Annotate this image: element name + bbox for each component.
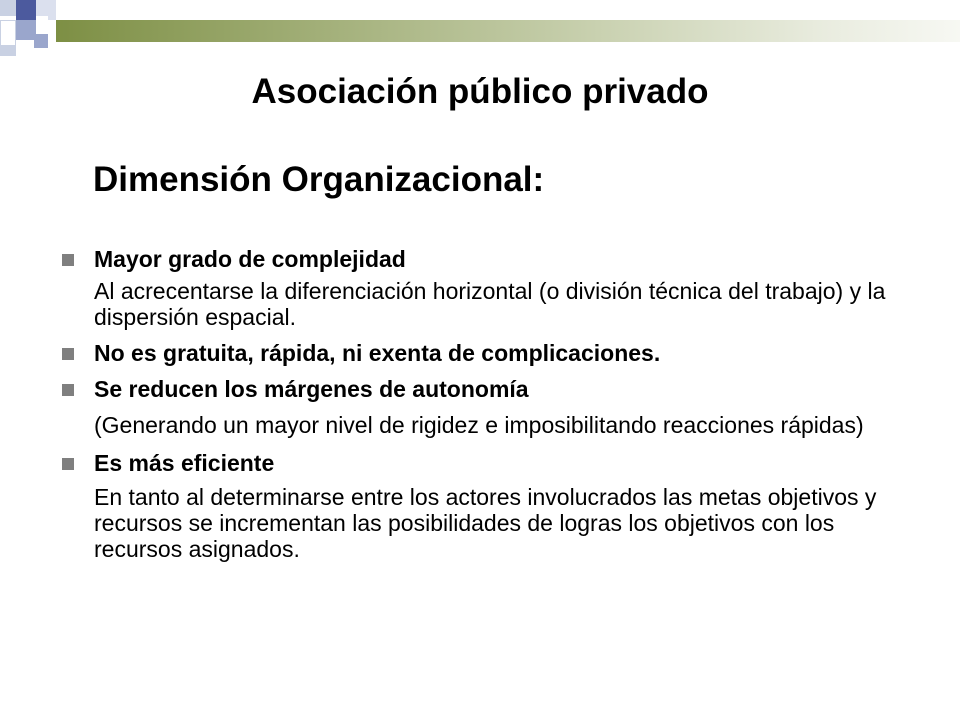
list-item [62, 244, 922, 330]
list-item [62, 448, 922, 562]
bullet-list [62, 244, 922, 562]
item-heading: Se reducen los márgenes de autonomía [94, 376, 529, 402]
corner-square [36, 16, 48, 28]
corner-square [0, 0, 16, 16]
item-text: En tanto al determinarse entre los actores involucrados las metas objetivos y recursos se incrementan las posibilidades de logras los objetivos con los recursos asignados. [94, 484, 877, 562]
list-item [62, 338, 922, 368]
corner-square [0, 46, 16, 56]
corner-square [16, 20, 36, 40]
corner-square [16, 0, 36, 20]
square-bullet-icon [62, 348, 74, 360]
square-bullet-icon [62, 254, 74, 266]
item-heading: Mayor grado de complejidad [94, 246, 406, 272]
slide-subtitle: Dimensión Organizacional: [93, 160, 545, 199]
square-bullet-icon [62, 458, 74, 470]
header-gradient-bar [56, 20, 960, 42]
item-text: (Generando un mayor nivel de rigidez e imposibilitando reacciones rápidas) [94, 412, 864, 438]
slide-title: Asociación público privado [251, 72, 709, 111]
list-item [62, 374, 922, 438]
corner-square [0, 20, 16, 46]
item-heading: Es más eficiente [94, 450, 275, 476]
item-text: Al acrecentarse la diferenciación horizontal (o división técnica del trabajo) y la dispersión espacial. [94, 278, 886, 330]
corner-square [34, 34, 48, 48]
item-heading: No es gratuita, rápida, ni exenta de complicaciones. [94, 340, 661, 366]
square-bullet-icon [62, 384, 74, 396]
